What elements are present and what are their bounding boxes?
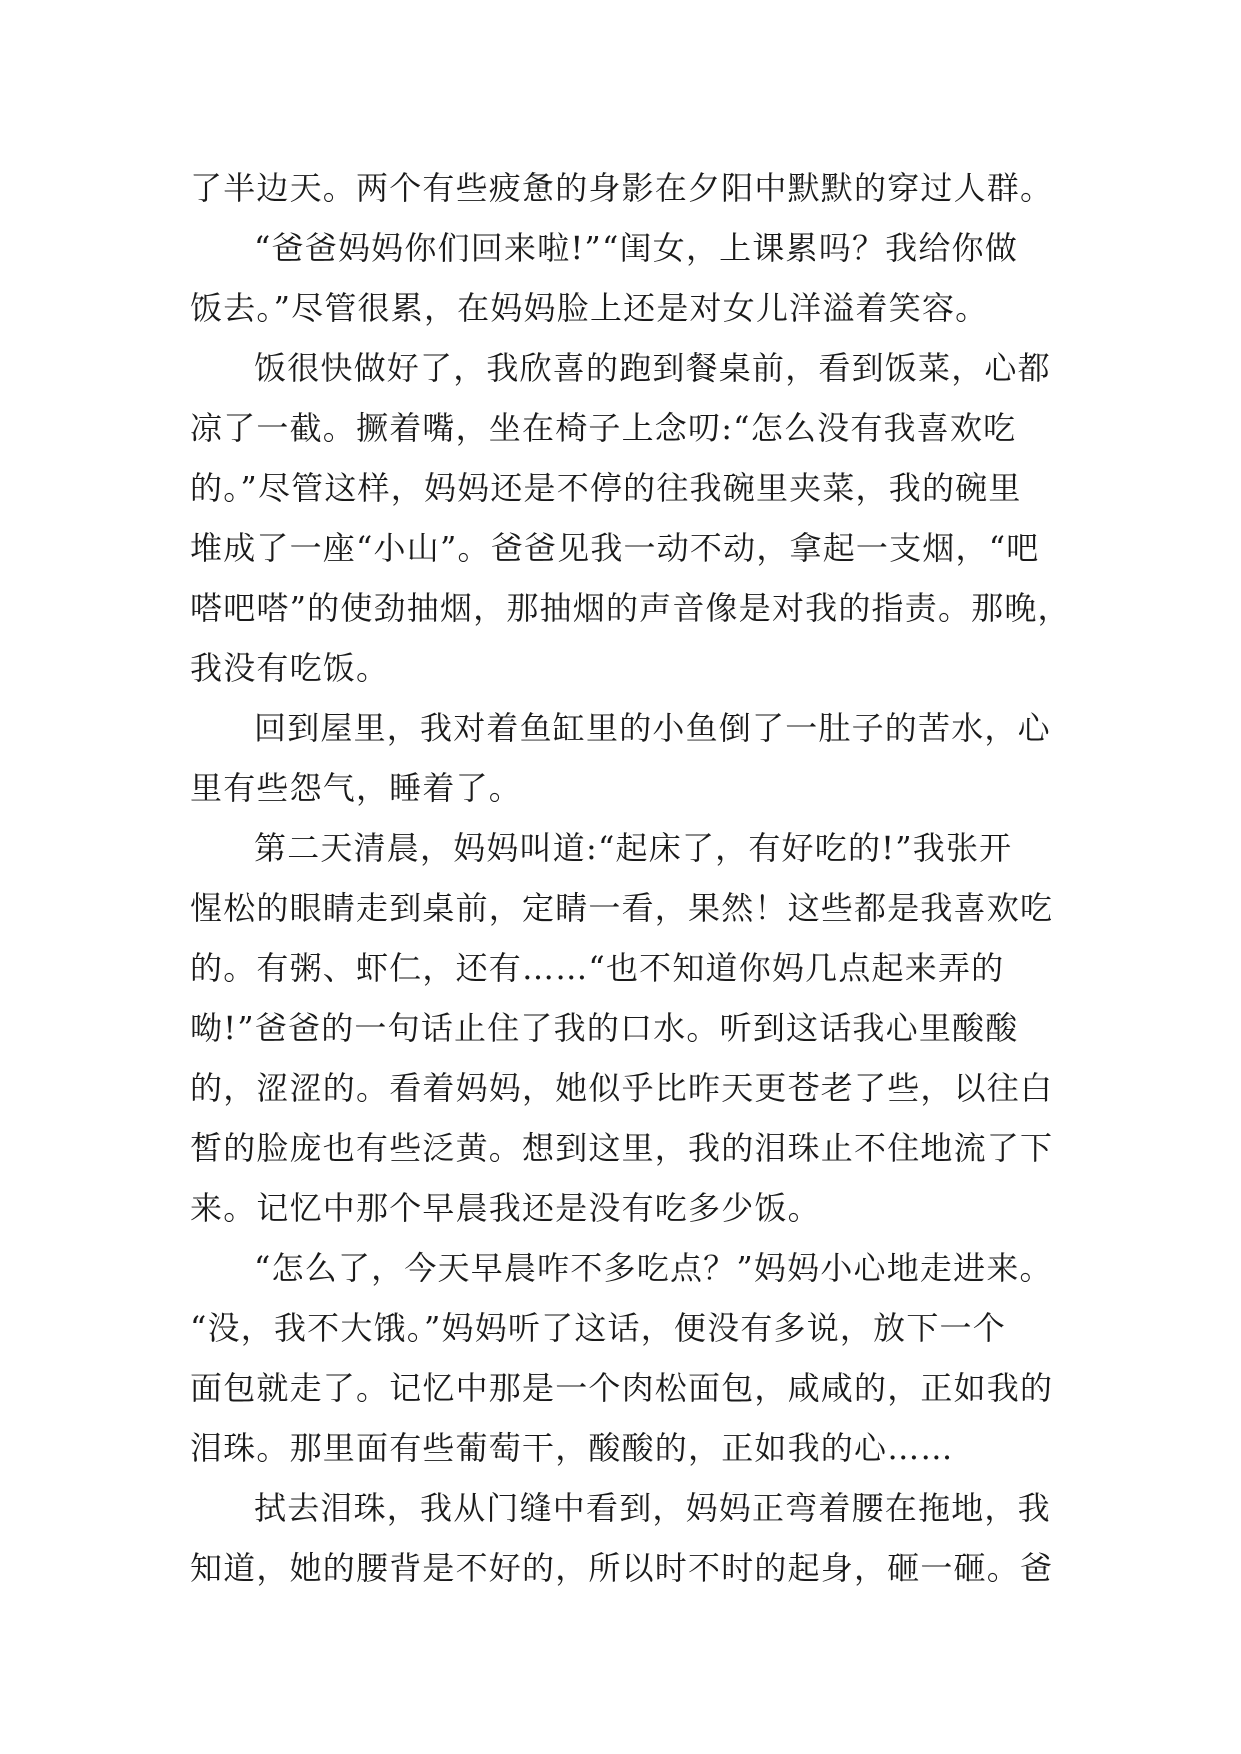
- text-line: 的。有粥、虾仁，还有……“也不知道你妈几点起来弄的: [190, 949, 1005, 987]
- text-line: 堆成了一座“小山”。爸爸见我一动不动，拿起一支烟，“吧: [190, 529, 1040, 567]
- text-line: 的，涩涩的。看着妈妈，她似乎比昨天更苍老了些，以往白: [190, 1069, 1054, 1107]
- text-line: 我没有吃饭。: [190, 649, 390, 687]
- text-line: 凉了一截。撅着嘴，坐在椅子上念叨:“怎么没有我喜欢吃: [190, 409, 1017, 447]
- paragraph-first-line: 第二天清晨，妈妈叫道:“起床了，有好吃的!”我张开: [254, 829, 1013, 867]
- essay-body: [190, 158, 1071, 1598]
- text-line: 了半边天。两个有些疲惫的身影在夕阳中默默的穿过人群。: [190, 169, 1054, 207]
- text-line: 知道，她的腰背是不好的，所以时不时的起身，砸一砸。爸: [190, 1549, 1054, 1587]
- text-line: 泪珠。那里面有些葡萄干，酸酸的，正如我的心……: [190, 1429, 954, 1467]
- text-line: 皙的脸庞也有些泛黄。想到这里，我的泪珠止不住地流了下: [190, 1129, 1054, 1167]
- text-line: 的。”尽管这样，妈妈还是不停的往我碗里夹菜，我的碗里: [190, 469, 1022, 507]
- text-line: 呦!”爸爸的一句话止住了我的口水。听到这话我心里酸酸: [190, 1009, 1019, 1047]
- text-line: “没，我不大饿。”妈妈听了这话，便没有多说，放下一个: [190, 1309, 1006, 1347]
- text-line: 饭去。”尽管很累，在妈妈脸上还是对女儿洋溢着笑容。: [190, 289, 989, 327]
- paragraph-first-line: “爸爸妈妈你们回来啦!”“闺女，上课累吗？我给你做: [254, 229, 1018, 267]
- paragraph-first-line: “怎么了，今天早晨咋不多吃点？”妈妈小心地走进来。: [254, 1249, 1053, 1287]
- text-line: 来。记忆中那个早晨我还是没有吃多少饭。: [190, 1189, 821, 1227]
- text-line: 嗒吧嗒”的使劲抽烟，那抽烟的声音像是对我的指责。那晚，: [190, 589, 1071, 627]
- paragraph-first-line: 饭很快做好了，我欣喜的跑到餐桌前，看到饭菜，心都: [254, 349, 1051, 387]
- text-line: 惺松的眼睛走到桌前，定睛一看，果然！这些都是我喜欢吃: [190, 889, 1054, 927]
- text-line: 面包就走了。记忆中那是一个肉松面包，咸咸的，正如我的: [190, 1369, 1054, 1407]
- text-line: 里有些怨气，睡着了。: [190, 769, 523, 807]
- paragraph-first-line: 回到屋里，我对着鱼缸里的小鱼倒了一肚子的苦水，心: [254, 709, 1051, 747]
- paragraph-first-line: 拭去泪珠，我从门缝中看到，妈妈正弯着腰在拖地，我: [254, 1489, 1051, 1527]
